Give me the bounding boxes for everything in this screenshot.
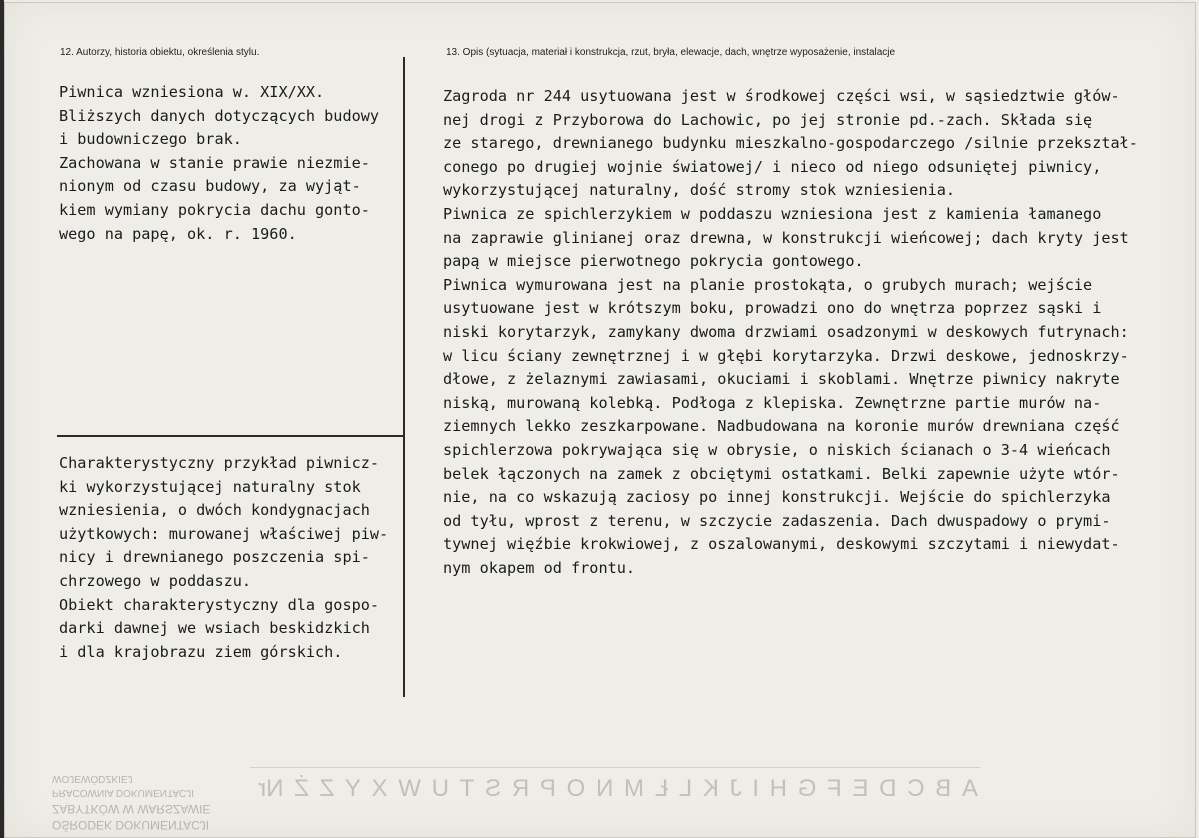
bleedthrough-letter: S [485, 775, 502, 802]
section-12-history-text: Piwnica wzniesiona w. XIX/XX. Bliższych danych dotyczących budowy i budowniczego brak. Zachowana w stanie prawie niezmie- nionym od czasu budowy, za wyjąt- kiem wymiany pokrycia dachu gonto- wego na papę, ok. r. 1960. [59, 83, 380, 243]
bleedthrough-letter: M [624, 775, 645, 802]
bleedthrough-letter: U [431, 775, 450, 802]
section-12-style-text: Charakterystyczny przykład piwnicz- ki wykorzystującej naturalny stok wzniesienia, o dwóch kondygnacjach użytkowych: murowanej właściwej piw- nicy i drewnianego poszczenia spi- chrzowego w poddaszu. Obiekt charakterystyczny dla gospo- darki dawnej we wsiach beskidzkich i dla krajobrazu ziem górskich. [59, 454, 389, 661]
bleedthrough-letter: P [539, 775, 556, 802]
bleedthrough-letter: X [371, 775, 388, 802]
column-divider [403, 57, 405, 697]
bleedthrough-letter: O [566, 775, 586, 802]
bleedthrough-rule [250, 767, 980, 768]
bleedthrough-letter: I [752, 775, 759, 802]
section-13-header: 13. Opis (sytuacja, materiał i konstrukcja, rzut, bryła, elewacje, dach, wnętrze wyposażenie, instalacje [446, 47, 896, 58]
bleedthrough-line-3: PRACOWNIA DOKUMENTACJI [52, 787, 195, 798]
bleedthrough-line-1: OŚRODEK DOKUMENTACJI [52, 818, 210, 832]
bleedthrough-letter: T [459, 775, 475, 802]
bleedthrough-letter: Nr [258, 775, 284, 802]
bleedthrough-letter: W [398, 775, 421, 802]
bleedthrough-letter: Ż [294, 775, 309, 802]
bleedthrough-letter: E [852, 775, 869, 802]
section-12-divider [57, 435, 403, 437]
bleedthrough-line-2: ZABYTKÓW W WARSZAWIE [52, 802, 211, 816]
bleedthrough-letter: R [511, 775, 530, 802]
bleedthrough-letter: N [595, 775, 614, 802]
bleedthrough-letter: Z [319, 775, 335, 802]
bleedthrough-letter: C [907, 775, 925, 802]
bleedthrough-line-4: WOJEWÓDZKIEJ [52, 773, 133, 784]
bleedthrough-letter: Y [344, 775, 361, 802]
bleedthrough-letter: D [879, 775, 897, 802]
bleedthrough-letter: B [935, 775, 952, 802]
bleedthrough-alphabet [258, 775, 978, 803]
section-12-header: 12. Autorzy, historia obiektu, określenia stylu. [60, 47, 260, 58]
bleedthrough-letter: A [961, 775, 978, 802]
bleedthrough-letter: L [678, 775, 693, 802]
bleedthrough-letter: Ł [654, 775, 669, 802]
section-13-description-text: Zagroda nr 244 usytuowana jest w środkowej części wsi, w sąsiedztwie głów- nej drogi z Przyborowa do Lachowic, po jej stronie pd.-zach. Składa się ze starego, drewnianego budynku mieszkalno-gospodarczego /silnie przekształ- conego po drugiej wojnie światowej/ i nieco od niego odsuniętej piwnicy, wykorzystującej naturalny, dość stromy stok wzniesienia. Piwnica ze spichlerzykiem w poddaszu wzniesiona jest z kamienia łamanego na zaprawie glinianej oraz drewna, w konstrukcji wieńcowej; dach kryty jest papą w miejsce pierwotnego pokrycia gontowego. Piwnica wymurowana jest na planie prostokąta, o grubych murach; wejście usytuowane jest w krótszym boku, prowadzi ono do wnętrza poprzez sąski i niski korytarzyk, zamykany dwoma drzwiami osadzonymi w deskowych futrynach: w licu ściany zewnętrznej i w głębi korytarzyka. Drzwi deskowe, jednoskrzy- dłowe, z żelaznymi zawiasami, okuciami i skoblami. Wnętrze piwnicy nakryte niską, murowaną kolebką. Podłoga z klepiska. Zewnętrzne partie murów na- ziemnych lekko zeszkarpowane. Nadbudowana na koronie murów drewniana część spichlerzowa pokrywająca się w obrysie, o niskich ścianach o 3-4 wieńcach belek łączonych na zamek z obciętymi ostatkami. Belki zapewnie użyte wtór- nie, na co wskazują zaciosy po innej konstrukcji. Wejście do spichlerzyka od tyłu, wprost z terenu, w szczycie zadaszenia. Dach dwuspadowy o prymi- tywnej więźbie krokwiowej, z oszalowanymi, deskowymi szczytami i niewydat- nym okapem od frontu. [443, 87, 1138, 577]
bleedthrough-letter: G [797, 775, 817, 802]
bleedthrough-letter: K [702, 775, 719, 802]
bleedthrough-letter: H [769, 775, 787, 802]
bleedthrough-letter: J [729, 775, 742, 802]
bleedthrough-letter: F [827, 775, 842, 802]
